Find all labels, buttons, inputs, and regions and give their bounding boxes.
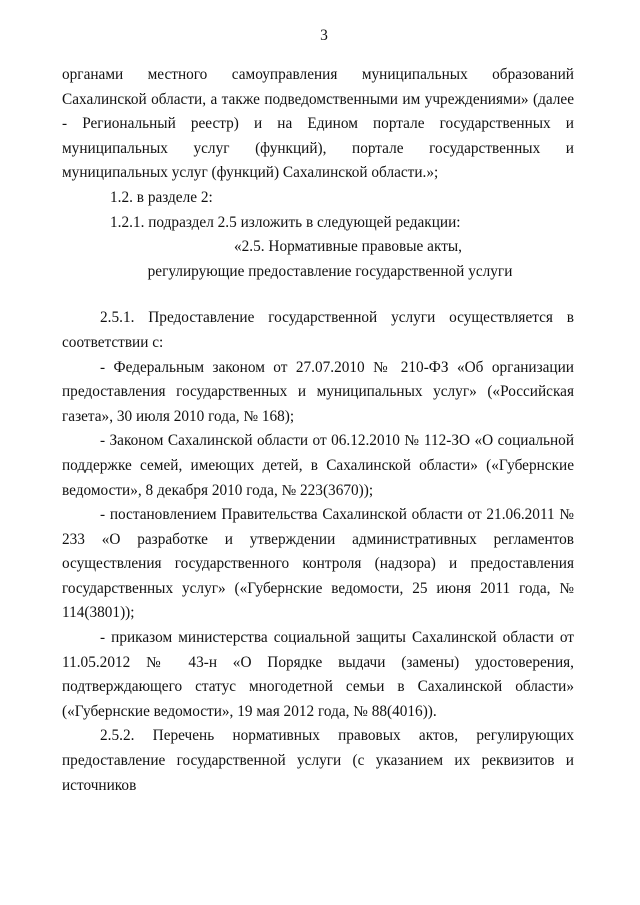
paragraph-section-1-2-1: 1.2.1. подраздел 2.5 изложить в следующей редакции:: [110, 213, 461, 231]
list-item-ministry-order: - приказом министерства социальной защиты Сахалинской области от 11.05.2012 № 43-н «О Порядке выдачи (замены) удостоверения, подтверждающего статус многодетной семьи в Сахалинской области» («Губернские ведомости», 19 мая 2012 года, № 88(4016)).: [62, 629, 574, 720]
paragraph-2-5-2: 2.5.2. Перечень нормативных правовых актов, регулирующих предоставление государственной услуги (с указанием их реквизитов и источников: [62, 727, 574, 794]
section-heading-line2: регулирующие предоставление государственной услуги: [147, 262, 513, 280]
list-item-government-resolution: - постановлением Правительства Сахалинской области от 21.06.2011 № 233 «О разработке и утверждении административных регламентов осуществления государственного контроля (надзора) и предоставления государственных услуг» («Губернские ведомости, 25 июня 2011 года, № 114(3801));: [62, 506, 574, 622]
paragraph-section-1-2: 1.2. в разделе 2:: [110, 188, 213, 206]
paragraph-2-5-1: 2.5.1. Предоставление государственной услуги осуществляется в соответствии с:: [62, 309, 574, 351]
spacer: [62, 284, 574, 306]
section-heading-line1: «2.5. Нормативные правовые акты,: [234, 238, 462, 256]
list-item-federal-law: - Федеральным законом от 27.07.2010 № 210-ФЗ «Об организации предоставления государственных и муниципальных услуг» («Российская газета», 30 июля 2010 года, № 168);: [62, 358, 574, 425]
list-item-regional-law: - Законом Сахалинской области от 06.12.2010 № 112-ЗО «О социальной поддержке семей, имеющих детей, в Сахалинской области» («Губернские ведомости», 8 декабря 2010 года, № 223(3670));: [62, 432, 574, 499]
paragraph-continuation: органами местного самоуправления муниципальных образований Сахалинской области, а также подведомственными им учреждениями» (далее - Региональный реестр) и на Едином портале государственных и муниципальных услуг (функций), портале государственных и муниципальных услуг (функций) Сахалинской области.»;: [62, 66, 574, 182]
page-number: 3: [320, 27, 328, 44]
